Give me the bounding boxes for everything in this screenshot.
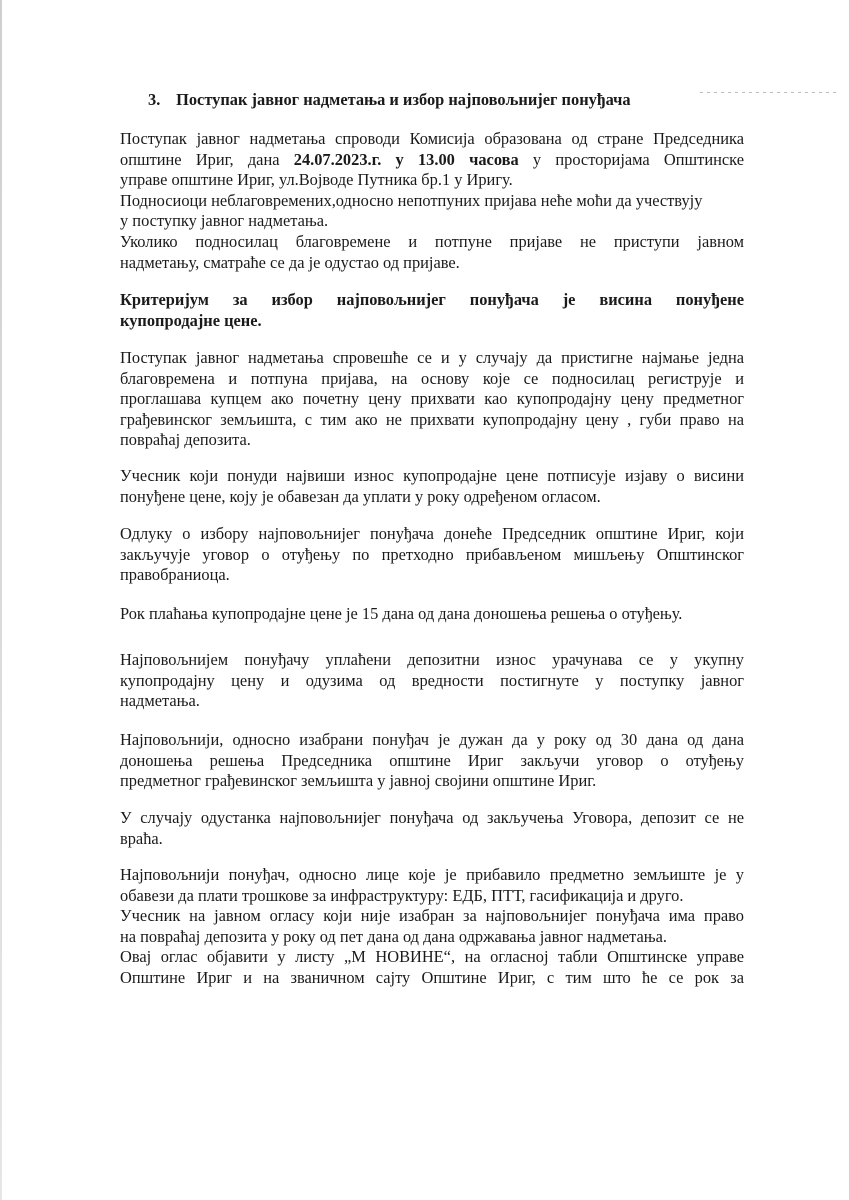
text-line: купопродајне цене. [120, 310, 262, 330]
text-line: управе општине Ириг, ул.Војводе Путника бр.1 у Иригу. [120, 170, 513, 190]
text-line: предметног грађевинског земљишта у јавној својини општине Ириг. [120, 771, 597, 791]
text-line: Поступак јавног надметања спровешће се и у случају да пристигне најмање једна [120, 348, 744, 367]
text-line: на повраћај депозита у року од пет дана од дана одржавања јавног надметања. [120, 926, 667, 946]
text-line: Општине Ириг и на званичном сајту Општине Ириг, с тим што ће се рок за [120, 967, 744, 987]
text-line: Рок плаћања купопродајне цене је 15 дана од дана доношења решења о отуђењу. [120, 604, 683, 623]
text-line: правобраниоца. [120, 565, 230, 585]
paragraph-contract [120, 730, 744, 792]
paragraph-decision [120, 524, 744, 586]
paragraph-payment-term [120, 604, 744, 625]
text-line: Одлуку о избору најповољнијег понуђача донеће Председник општине Ириг, који [120, 524, 744, 543]
section-title: Поступак јавног надметања и избор најповољнијег понуђача [176, 90, 631, 109]
text-line: У случају одустанка најповољнијег понуђача од закључења Уговора, депозит се не [120, 808, 744, 827]
paragraph-criterion [120, 290, 744, 331]
text-line: враћа. [120, 828, 163, 848]
text-line: надметању, сматраће се да је одустао од пријаве. [120, 252, 460, 272]
paragraph-deposit [120, 650, 744, 712]
paragraph-highest-bid [120, 466, 744, 507]
text-line: Најповољнији понуђач, односно лице које је прибавило предметно земљиште је у [120, 865, 744, 884]
text-line: повраћај депозита. [120, 430, 251, 450]
section-heading [148, 89, 768, 111]
paragraph-obligations [120, 865, 744, 989]
text-line: Најповољнији, односно изабрани понуђач је дужан да у року од 30 дана од дана [120, 730, 744, 749]
section-number: 3. [148, 90, 161, 109]
text-line: закључује уговор о отуђењу по претходно прибављеном мишљењу Општинског [120, 544, 744, 564]
text-line: надметања. [120, 691, 200, 711]
text-segment: у просторијама Општинске [518, 149, 744, 169]
paragraph-auction-conduct [120, 348, 744, 451]
text-line: благовремена и потпуна пријава, на основу које се подносилац региструје и [120, 368, 744, 388]
text-segment: општине Ириг, дана [120, 149, 294, 169]
text-line: Овај оглас објавити у листу „М НОВИНЕ“, на огласној табли Општинске управе [120, 947, 744, 967]
paragraph-withdrawal [120, 808, 744, 849]
auction-date-time: 24.07.2023.г. у 13.00 часова [293, 149, 519, 169]
text-line [120, 150, 744, 171]
text-line: Критеријум за избор најповољнијег понуђача је висина понуђене [120, 290, 744, 309]
paragraph-procedure [120, 129, 744, 273]
text-line: обавези да плати трошкове за инфраструктуру: ЕДБ, ПТТ, гасификација и друго. [120, 885, 684, 905]
text-line: грађевинског земљишта, с тим ако не прихвати купопродајну цену , губи право на [120, 409, 744, 429]
text-line: Учесник на јавном огласу који није изабран за најповољнијег понуђача има право [120, 906, 744, 926]
text-line: Уколико подносилац благовремене и потпуне пријаве не приступи јавном [120, 231, 744, 251]
text-line: Учесник који понуди највиши износ купопродајне цене потписује изјаву о висини [120, 466, 744, 485]
scan-edge [0, 0, 2, 1200]
text-line: Поступак јавног надметања спроводи Комисија образована од стране Председника [120, 129, 744, 148]
text-line: понуђене цене, коју је обавезан да уплати у року одређеном огласом. [120, 486, 601, 506]
text-line: у поступку јавног надметања. [120, 211, 329, 231]
text-line: проглашава купцем ако почетну цену прихвати као купопродајну цену предметног [120, 389, 744, 409]
text-line: доношења решења Председника општине Ириг закључи уговор о отуђењу [120, 750, 744, 770]
text-line: Подносиоци неблаговремених,односно непотпуних пријава неће моћи да учествују [120, 190, 703, 210]
text-line: Најповољнијем понуђачу уплаћени депозитни износ урачунава се у укупну [120, 650, 744, 669]
text-line: купопродајну цену и одузима од вредности постигнуте у поступку јавног [120, 670, 744, 690]
